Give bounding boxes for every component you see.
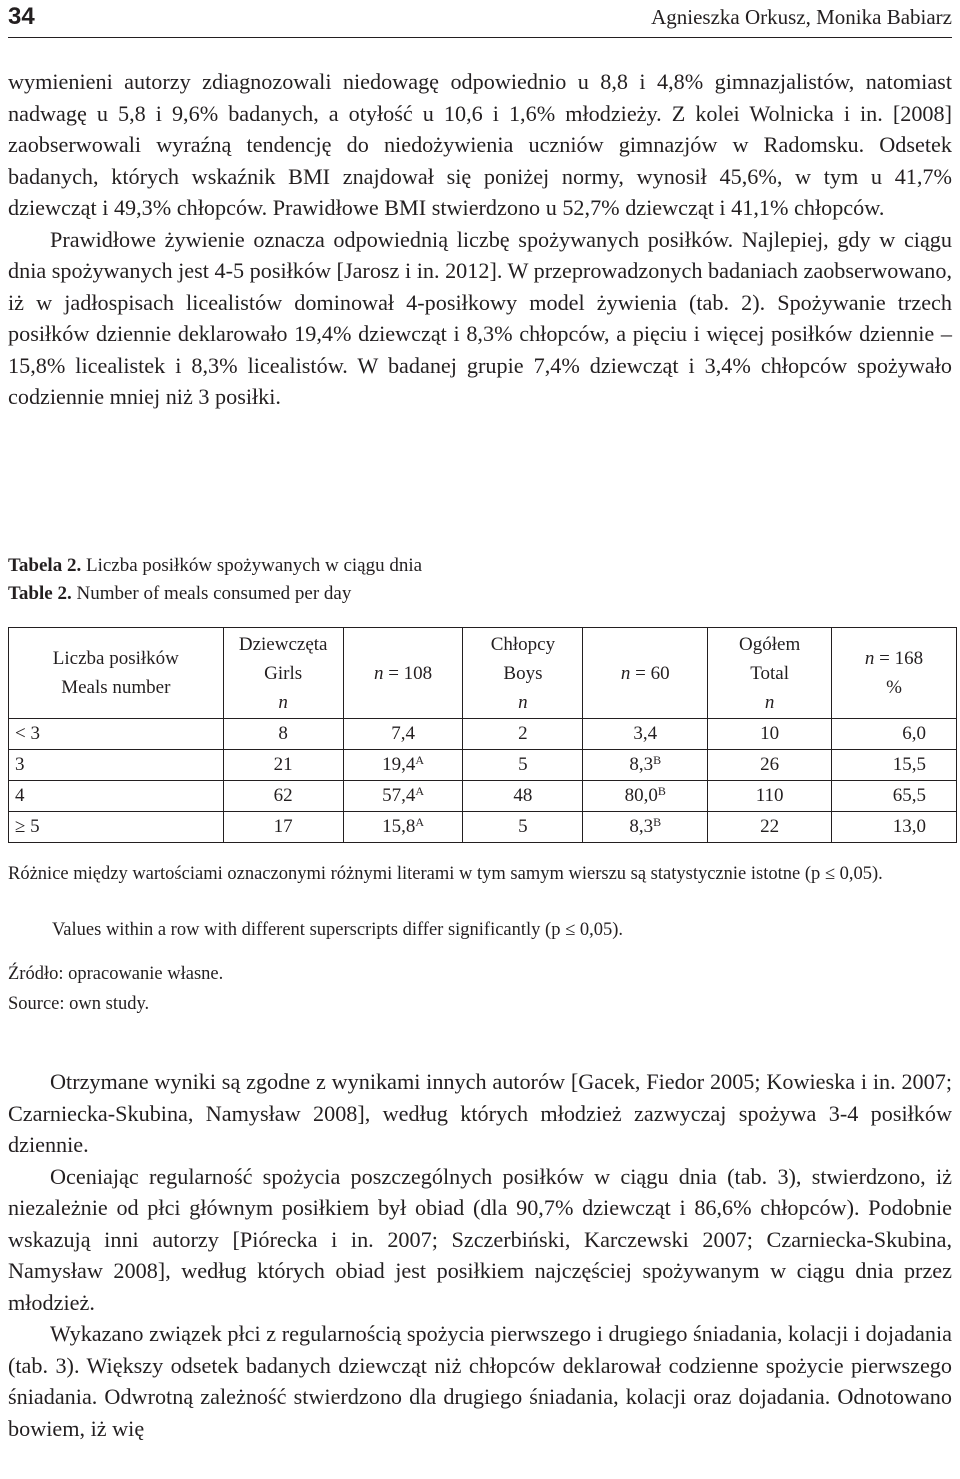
cell-girls-n: 8 [223,719,343,750]
header-boys [463,628,583,719]
cell-boys-pct [583,812,708,843]
header-total-en: Total [750,662,790,684]
closing-paragraph: Otrzymane wyniki są zgodne z wynikami innych autorów [Gacek, Fiedor 2005; Kowieska i in. 2007; Czarniecka-Skubina, Namysław 2008], według których młodzież zazwyczaj spożywa 3-4 posiłków dziennie. [8,1069,952,1157]
cell-boys-pct-value: 3,4 [633,723,658,744]
cell-boys-pct [583,750,708,781]
header-girls-total-n: n [373,662,384,684]
cell-girls-pct [343,750,463,781]
cell-total-n: 10 [708,719,832,750]
cell-girls-pct [343,719,463,750]
table-row [9,750,957,781]
row-label: 3 [9,750,224,781]
row-label: 4 [9,781,224,812]
cell-boys-n: 2 [463,719,583,750]
table-note-en: Values within a row with different superscripts differ significantly (p ≤ 0,05). [52,920,624,940]
header-total-total-value: = 168 [874,648,924,669]
cell-girls-pct [343,812,463,843]
table-note-pl: Różnice między wartościami oznaczonymi różnymi literami w tym samym wierszu są statystycznie istotne (p ≤ 0,05). [8,864,883,884]
cell-boys-superscript: B [653,815,662,829]
cell-total-pct: 65,5 [832,781,957,812]
table-caption-pl [8,552,422,580]
table-source-pl: Źródło: opracowanie własne. [8,964,224,984]
header-total-pl: Ogółem [739,633,801,655]
cell-total-pct: 13,0 [832,812,957,843]
header-boys-total-value: = 60 [630,662,670,684]
cell-girls-pct-value: 19,4 [382,754,416,775]
cell-boys-pct-value: 80,0 [624,785,658,806]
table-caption-pl-label: Tabela 2. [8,555,82,576]
header-girls-total [343,628,463,719]
cell-girls-pct [343,781,463,812]
running-header [8,0,952,38]
header-total-total-n: n [864,648,875,669]
cell-boys-pct [583,719,708,750]
table-row [9,812,957,843]
cell-girls-superscript: A [415,815,425,829]
cell-boys-n: 5 [463,750,583,781]
header-boys-pl: Chłopcy [490,633,556,655]
table-row [9,719,957,750]
cell-boys-superscript: B [657,784,666,798]
cell-total-n: 110 [708,781,832,812]
header-total-total [832,628,957,719]
header-total-n: n [764,691,775,713]
meals-table [8,627,957,843]
cell-boys-n: 48 [463,781,583,812]
header-meals-number [9,628,224,719]
header-girls-total-value: = 108 [383,662,433,684]
header-percent: % [886,677,902,698]
cell-total-pct: 15,5 [832,750,957,781]
cell-total-n: 22 [708,812,832,843]
cell-girls-pct-value: 57,4 [382,785,416,806]
cell-boys-superscript: B [653,753,662,767]
header-girls-pl: Dziewczęta [238,633,328,655]
header-rule [8,37,952,38]
cell-girls-n: 21 [223,750,343,781]
header-total [708,628,832,719]
closing-paragraph: Oceniając regularność spożycia poszczególnych posiłków w ciągu dnia (tab. 3), stwierdzono, iż niezależnie od płci głównym posiłkiem był obiad (dla 90,7% dziewcząt i 86,6% chłopców). Podobnie wskazują inni autorzy [Piórecka i in. 2007; Szczerbiński, Karczewski 2007; Czarniecka-Skubina, Namysław 2008], według których obiad jest posiłkiem najczęściej spożywanym w ciągu dnia przez młodzież. [8,1163,952,1315]
header-boys-n: n [518,691,528,713]
intro-paragraph: wymienieni autorzy zdiagnozowali niedowagę odpowiednio u 8,8 i 4,8% gimnazjalistów, natomiast nadwagę u 5,8 i 9,6% badanych, a otyłość u 10,6 i 1,6% młodzieży. Z kolei Wolnicka i in. [2008] zaobserwowali wyraźną tendencję do niedożywienia uczniów gimnazjów w Radomsku. Odsetek badanych, których wskaźnik BMI znajdował się poniżej normy, wynosił 45,6%, w tym u 41,7% dziewcząt i 49,3% chłopców. Prawidłowe BMI stwierdzono u 52,7% dziewcząt i 41,1% chłopców. [8,69,952,220]
header-meals-pl: Liczba posiłków [52,648,179,669]
table-source-en: Source: own study. [8,994,150,1014]
table-caption-pl-text: Liczba posiłków spożywanych w ciągu dnia [85,555,423,576]
row-label: ≥ 5 [9,812,224,843]
cell-girls-n: 62 [223,781,343,812]
cell-boys-pct [583,781,708,812]
cell-total-pct: 6,0 [832,719,957,750]
cell-total-n: 26 [708,750,832,781]
table-caption-en [8,580,351,608]
cell-girls-superscript: A [415,753,425,767]
table-caption-en-label: Table 2. [8,583,72,604]
cell-boys-n: 5 [463,812,583,843]
cell-boys-pct-value: 8,3 [629,754,654,775]
cell-girls-superscript: A [415,784,425,798]
row-label: < 3 [9,719,224,750]
header-boys-total-n: n [620,662,631,684]
cell-boys-pct-value: 8,3 [629,816,654,837]
table-header-row [9,628,957,719]
header-girls-en: Girls [264,662,303,684]
header-girls [223,628,343,719]
cell-girls-n: 17 [223,812,343,843]
header-boys-total [583,628,708,719]
header-girls-n: n [278,691,288,713]
cell-girls-pct-value: 7,4 [391,723,415,744]
meals-paragraph: Prawidłowe żywienie oznacza odpowiednią liczbę spożywanych posiłków. Najlepiej, gdy w ciągu dnia spożywanych jest 4-5 posiłków [Jarosz i in. 2012]. W przeprowadzonych badaniach zaobserwowano, iż w jadłospisach licealistów dominował 4-posiłkowy model żywienia (tab. 2). Spożywanie trzech posiłków dziennie deklarowało 19,4% dziewcząt i 8,3% chłopców, a pięciu i więcej posiłków dziennie – 15,8% licealistek i 8,3% licealistów. W badanej grupie 7,4% dziewcząt i 3,4% chłopców spożywało codziennie mniej niż 3 posiłki. [8,226,952,409]
running-head-authors: Agnieszka Orkusz, Monika Babiarz [651,5,952,29]
header-boys-en: Boys [503,662,543,684]
bottom-text-block [8,1066,952,1444]
header-meals-en: Meals number [61,677,171,698]
closing-paragraph: Wykazano związek płci z regularnością spożycia pierwszego i drugiego śniadania, kolacji i dojadania (tab. 3). Większy odsetek badanych dziewcząt niż chłopców deklarował codzienne spożycie pierwszego śniadania. Odwrotną zależność stwierdzono dla drugiego śniadania, kolacji oraz dojadania. Odnotowano bowiem, iż wię [8,1321,952,1441]
table-row [9,781,957,812]
top-text-block [8,66,952,413]
cell-girls-pct-value: 15,8 [382,816,416,837]
page-number: 34 [8,3,35,30]
table-caption-en-text: Number of meals consumed per day [76,583,352,604]
